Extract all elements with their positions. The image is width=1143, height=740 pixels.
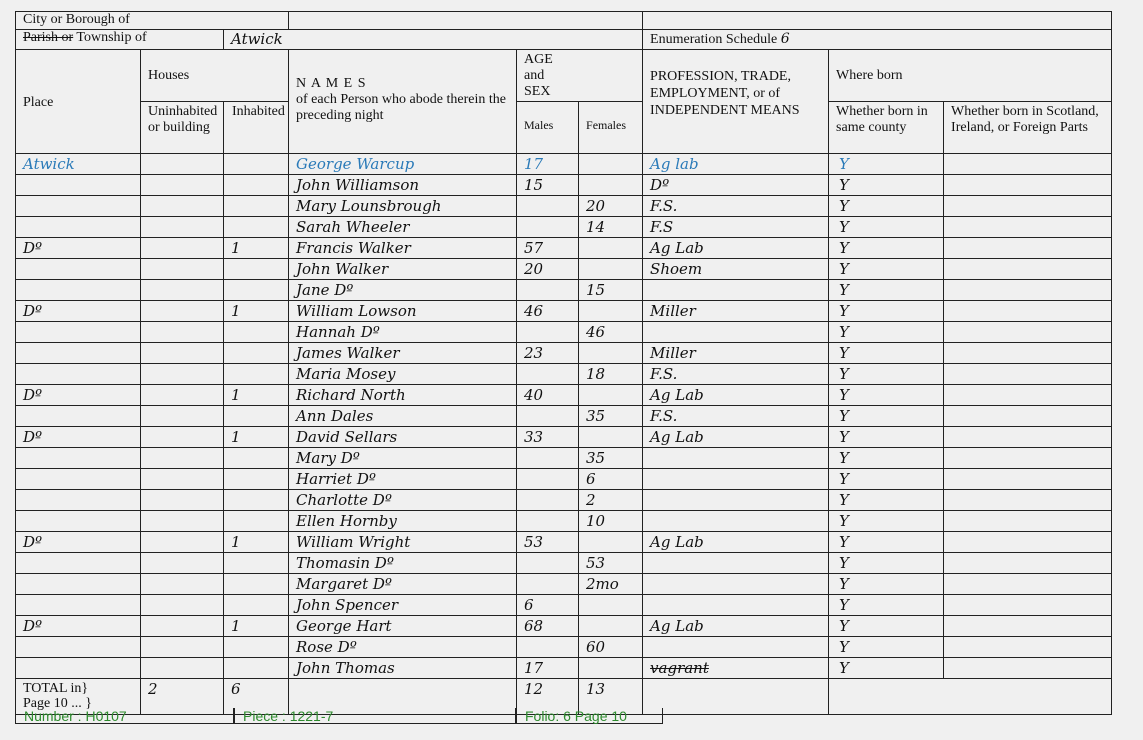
cell-uninhabited (141, 490, 224, 511)
cell-females (579, 658, 643, 679)
cell-uninhabited (141, 616, 224, 637)
cell-name: John Walker (289, 259, 517, 280)
cell-males (517, 322, 579, 343)
cell-inhabited (224, 259, 289, 280)
cell-foreign (944, 217, 1112, 238)
cell-males (517, 637, 579, 658)
col-place: Place (16, 50, 141, 154)
cell-name: Rose Dº (289, 637, 517, 658)
schedule-label: Enumeration Schedule 6 (643, 30, 1112, 50)
totals-label-line2: Page 10 ... } (23, 696, 92, 711)
cell-uninhabited (141, 154, 224, 175)
cell-males (517, 511, 579, 532)
cell-same-county: Y (829, 259, 944, 280)
cell-inhabited: 1 (224, 301, 289, 322)
cell-foreign (944, 637, 1112, 658)
cell-inhabited (224, 364, 289, 385)
reference-piece: Piece : 1221-7 (234, 708, 516, 724)
cell-males (517, 280, 579, 301)
cell-place (16, 595, 141, 616)
totals-born-blank (829, 679, 1112, 715)
cell-inhabited (224, 406, 289, 427)
cell-uninhabited (141, 175, 224, 196)
schedule-value: 6 (780, 31, 790, 47)
table-row (16, 553, 1112, 574)
cell-name: Mary Dº (289, 448, 517, 469)
cell-name: Jane Dº (289, 280, 517, 301)
cell-same-county: Y (829, 217, 944, 238)
cell-males (517, 217, 579, 238)
totals-males: 12 (517, 679, 579, 715)
cell-same-county: Y (829, 511, 944, 532)
reference-folio: Folio: 6 Page 10 (516, 708, 663, 724)
cell-foreign (944, 490, 1112, 511)
cell-inhabited (224, 553, 289, 574)
cell-same-county: Y (829, 637, 944, 658)
cell-profession: Ag Lab (643, 385, 829, 406)
cell-profession (643, 322, 829, 343)
table-row (16, 154, 1112, 175)
cell-inhabited (224, 469, 289, 490)
cell-place (16, 175, 141, 196)
cell-males (517, 553, 579, 574)
cell-females (579, 259, 643, 280)
cell-foreign (944, 322, 1112, 343)
cell-females: 35 (579, 448, 643, 469)
table-row (16, 427, 1112, 448)
cell-foreign (944, 385, 1112, 406)
cell-uninhabited (141, 259, 224, 280)
cell-males: 53 (517, 532, 579, 553)
cell-profession (643, 280, 829, 301)
cell-place: Dº (16, 616, 141, 637)
cell-place (16, 259, 141, 280)
table-row (16, 658, 1112, 679)
cell-inhabited (224, 175, 289, 196)
cell-males (517, 490, 579, 511)
cell-males: 20 (517, 259, 579, 280)
col-profession: PROFESSION, TRADE, EMPLOYMENT, or of INDEPENDENT MEANS (643, 50, 829, 154)
cell-foreign (944, 364, 1112, 385)
cell-same-county: Y (829, 490, 944, 511)
cell-name: Richard North (289, 385, 517, 406)
city-value (289, 12, 643, 30)
cell-place (16, 448, 141, 469)
cell-name: Charlotte Dº (289, 490, 517, 511)
cell-foreign (944, 595, 1112, 616)
cell-place: Dº (16, 238, 141, 259)
table-row (16, 175, 1112, 196)
cell-uninhabited (141, 364, 224, 385)
cell-place (16, 322, 141, 343)
totals-females: 13 (579, 679, 643, 715)
cell-same-county: Y (829, 154, 944, 175)
cell-uninhabited (141, 553, 224, 574)
cell-males (517, 364, 579, 385)
col-inhabited: Inhabited (224, 102, 289, 154)
cell-females (579, 175, 643, 196)
table-row (16, 322, 1112, 343)
cell-uninhabited (141, 511, 224, 532)
table-row (16, 196, 1112, 217)
reference-number: Number : H0107 (15, 708, 234, 724)
cell-inhabited (224, 490, 289, 511)
cell-inhabited (224, 154, 289, 175)
cell-foreign (944, 259, 1112, 280)
cell-females: 35 (579, 406, 643, 427)
cell-uninhabited (141, 658, 224, 679)
cell-profession (643, 448, 829, 469)
cell-profession (643, 574, 829, 595)
city-spare (643, 12, 1112, 30)
cell-females: 20 (579, 196, 643, 217)
cell-same-county: Y (829, 469, 944, 490)
table-row (16, 511, 1112, 532)
cell-name: Sarah Wheeler (289, 217, 517, 238)
col-names-sub: of each Person who abode therein the preceding night (296, 92, 506, 123)
cell-inhabited (224, 343, 289, 364)
table-row (16, 301, 1112, 322)
cell-females (579, 595, 643, 616)
cell-name: John Williamson (289, 175, 517, 196)
cell-same-county: Y (829, 406, 944, 427)
cell-foreign (944, 280, 1112, 301)
cell-females: 46 (579, 322, 643, 343)
cell-same-county: Y (829, 574, 944, 595)
cell-same-county: Y (829, 595, 944, 616)
cell-place (16, 490, 141, 511)
cell-uninhabited (141, 406, 224, 427)
cell-profession (643, 469, 829, 490)
cell-profession: Ag Lab (643, 238, 829, 259)
cell-name: James Walker (289, 343, 517, 364)
cell-place (16, 196, 141, 217)
cell-females: 53 (579, 553, 643, 574)
cell-females: 6 (579, 469, 643, 490)
cell-foreign (944, 469, 1112, 490)
cell-place: Dº (16, 385, 141, 406)
cell-males: 6 (517, 595, 579, 616)
cell-same-county: Y (829, 238, 944, 259)
cell-foreign (944, 616, 1112, 637)
cell-place (16, 574, 141, 595)
cell-uninhabited (141, 238, 224, 259)
cell-inhabited: 1 (224, 427, 289, 448)
cell-males: 17 (517, 658, 579, 679)
totals-inhabited: 6 (224, 679, 289, 715)
table-row (16, 637, 1112, 658)
cell-profession: Miller (643, 301, 829, 322)
cell-same-county: Y (829, 364, 944, 385)
cell-uninhabited (141, 532, 224, 553)
cell-inhabited (224, 322, 289, 343)
cell-males: 68 (517, 616, 579, 637)
cell-uninhabited (141, 280, 224, 301)
cell-females: 10 (579, 511, 643, 532)
cell-place (16, 280, 141, 301)
cell-same-county: Y (829, 427, 944, 448)
table-row (16, 343, 1112, 364)
col-males: Males (517, 102, 579, 154)
cell-place (16, 406, 141, 427)
cell-females (579, 616, 643, 637)
cell-uninhabited (141, 469, 224, 490)
cell-profession: F.S. (643, 406, 829, 427)
cell-foreign (944, 406, 1112, 427)
cell-foreign (944, 175, 1112, 196)
cell-name: David Sellars (289, 427, 517, 448)
cell-females (579, 301, 643, 322)
cell-place (16, 364, 141, 385)
cell-profession: F.S (643, 217, 829, 238)
cell-same-county: Y (829, 343, 944, 364)
cell-name: Ann Dales (289, 406, 517, 427)
cell-inhabited (224, 595, 289, 616)
cell-place (16, 343, 141, 364)
cell-males (517, 469, 579, 490)
cell-inhabited: 1 (224, 532, 289, 553)
col-females: Females (579, 102, 643, 154)
cell-uninhabited (141, 637, 224, 658)
table-row (16, 259, 1112, 280)
cell-profession: Ag Lab (643, 427, 829, 448)
cell-females (579, 427, 643, 448)
cell-inhabited: 1 (224, 616, 289, 637)
cell-name: John Thomas (289, 658, 517, 679)
col-age-sex: AGE and SEX (517, 50, 643, 102)
cell-place: Dº (16, 301, 141, 322)
cell-profession (643, 553, 829, 574)
cell-name: William Lowson (289, 301, 517, 322)
col-houses: Houses (141, 50, 289, 102)
cell-name: George Hart (289, 616, 517, 637)
cell-name: George Warcup (289, 154, 517, 175)
cell-same-county: Y (829, 448, 944, 469)
cell-males: 57 (517, 238, 579, 259)
cell-foreign (944, 301, 1112, 322)
totals-profession-blank (643, 679, 829, 715)
cell-males (517, 574, 579, 595)
city-label: City or Borough of (16, 12, 289, 30)
cell-foreign (944, 553, 1112, 574)
cell-foreign (944, 343, 1112, 364)
cell-foreign (944, 448, 1112, 469)
cell-same-county: Y (829, 616, 944, 637)
cell-same-county: Y (829, 301, 944, 322)
cell-uninhabited (141, 343, 224, 364)
cell-name: Harriet Dº (289, 469, 517, 490)
cell-females (579, 238, 643, 259)
township-value: Atwick (224, 30, 643, 50)
table-row (16, 238, 1112, 259)
cell-profession: F.S. (643, 196, 829, 217)
table-row (16, 469, 1112, 490)
cell-same-county: Y (829, 175, 944, 196)
cell-place (16, 658, 141, 679)
cell-inhabited: 1 (224, 238, 289, 259)
cell-males: 46 (517, 301, 579, 322)
col-uninhabited: Uninhabited or building (141, 102, 224, 154)
cell-foreign (944, 196, 1112, 217)
cell-inhabited (224, 196, 289, 217)
cell-profession: Miller (643, 343, 829, 364)
cell-females: 60 (579, 637, 643, 658)
table-row (16, 574, 1112, 595)
col-same-county: Whether born in same county (829, 102, 944, 154)
cell-place (16, 637, 141, 658)
cell-place: Dº (16, 427, 141, 448)
col-foreign: Whether born in Scotland, Ireland, or Foreign Parts (944, 102, 1112, 154)
cell-inhabited (224, 448, 289, 469)
cell-uninhabited (141, 322, 224, 343)
cell-uninhabited (141, 301, 224, 322)
table-row (16, 385, 1112, 406)
cell-same-county: Y (829, 280, 944, 301)
cell-inhabited (224, 574, 289, 595)
cell-uninhabited (141, 595, 224, 616)
cell-foreign (944, 574, 1112, 595)
totals-uninhabited: 2 (141, 679, 224, 715)
cell-females: 18 (579, 364, 643, 385)
cell-females: 15 (579, 280, 643, 301)
cell-females: 2mo (579, 574, 643, 595)
cell-profession: Shoem (643, 259, 829, 280)
cell-inhabited (224, 511, 289, 532)
cell-females: 14 (579, 217, 643, 238)
cell-inhabited (224, 217, 289, 238)
cell-same-county: Y (829, 553, 944, 574)
cell-inhabited (224, 658, 289, 679)
cell-inhabited (224, 280, 289, 301)
cell-name: Margaret Dº (289, 574, 517, 595)
cell-same-county: Y (829, 322, 944, 343)
township-label (16, 30, 224, 50)
cell-place: Atwick (16, 154, 141, 175)
cell-profession (643, 595, 829, 616)
census-sheet (15, 11, 1111, 715)
cell-same-county: Y (829, 658, 944, 679)
cell-uninhabited (141, 427, 224, 448)
cell-name: Hannah Dº (289, 322, 517, 343)
cell-males: 33 (517, 427, 579, 448)
cell-males: 15 (517, 175, 579, 196)
table-row (16, 490, 1112, 511)
table-row (16, 280, 1112, 301)
table-row (16, 448, 1112, 469)
cell-females (579, 532, 643, 553)
cell-inhabited: 1 (224, 385, 289, 406)
cell-profession (643, 490, 829, 511)
cell-place (16, 217, 141, 238)
cell-inhabited (224, 637, 289, 658)
cell-uninhabited (141, 196, 224, 217)
cell-profession: Ag lab (643, 154, 829, 175)
township-label-text: Township of (73, 30, 147, 45)
cell-place (16, 511, 141, 532)
cell-profession: Dº (643, 175, 829, 196)
cell-profession (643, 637, 829, 658)
cell-profession: vagrant (643, 658, 829, 679)
cell-uninhabited (141, 448, 224, 469)
col-names-title: N A M E S (296, 76, 367, 91)
table-row (16, 532, 1112, 553)
cell-profession: F.S. (643, 364, 829, 385)
cell-name: John Spencer (289, 595, 517, 616)
cell-name: Ellen Hornby (289, 511, 517, 532)
cell-same-county: Y (829, 196, 944, 217)
cell-uninhabited (141, 385, 224, 406)
table-row (16, 406, 1112, 427)
cell-profession: Ag Lab (643, 532, 829, 553)
cell-foreign (944, 511, 1112, 532)
cell-males (517, 406, 579, 427)
census-table (15, 11, 1112, 715)
cell-females (579, 343, 643, 364)
table-row (16, 595, 1112, 616)
cell-foreign (944, 532, 1112, 553)
cell-profession (643, 511, 829, 532)
cell-males: 40 (517, 385, 579, 406)
cell-females (579, 385, 643, 406)
cell-profession: Ag Lab (643, 616, 829, 637)
col-names (289, 50, 517, 154)
cell-foreign (944, 427, 1112, 448)
cell-males (517, 448, 579, 469)
cell-name: William Wright (289, 532, 517, 553)
cell-name: Maria Mosey (289, 364, 517, 385)
cell-foreign (944, 658, 1112, 679)
cell-place (16, 553, 141, 574)
totals-label-line1: TOTAL in} (23, 681, 89, 696)
cell-name: Thomasin Dº (289, 553, 517, 574)
cell-foreign (944, 154, 1112, 175)
cell-males: 17 (517, 154, 579, 175)
cell-place (16, 469, 141, 490)
table-row (16, 616, 1112, 637)
cell-females: 2 (579, 490, 643, 511)
cell-foreign (944, 238, 1112, 259)
cell-males: 23 (517, 343, 579, 364)
cell-same-county: Y (829, 532, 944, 553)
col-where-born: Where born (829, 50, 1112, 102)
parish-strike: Parish or (23, 30, 74, 45)
cell-same-county: Y (829, 385, 944, 406)
cell-uninhabited (141, 217, 224, 238)
cell-name: Mary Lounsbrough (289, 196, 517, 217)
cell-name: Francis Walker (289, 238, 517, 259)
cell-uninhabited (141, 574, 224, 595)
cell-females (579, 154, 643, 175)
cell-place: Dº (16, 532, 141, 553)
table-row (16, 364, 1112, 385)
table-row (16, 217, 1112, 238)
cell-males (517, 196, 579, 217)
